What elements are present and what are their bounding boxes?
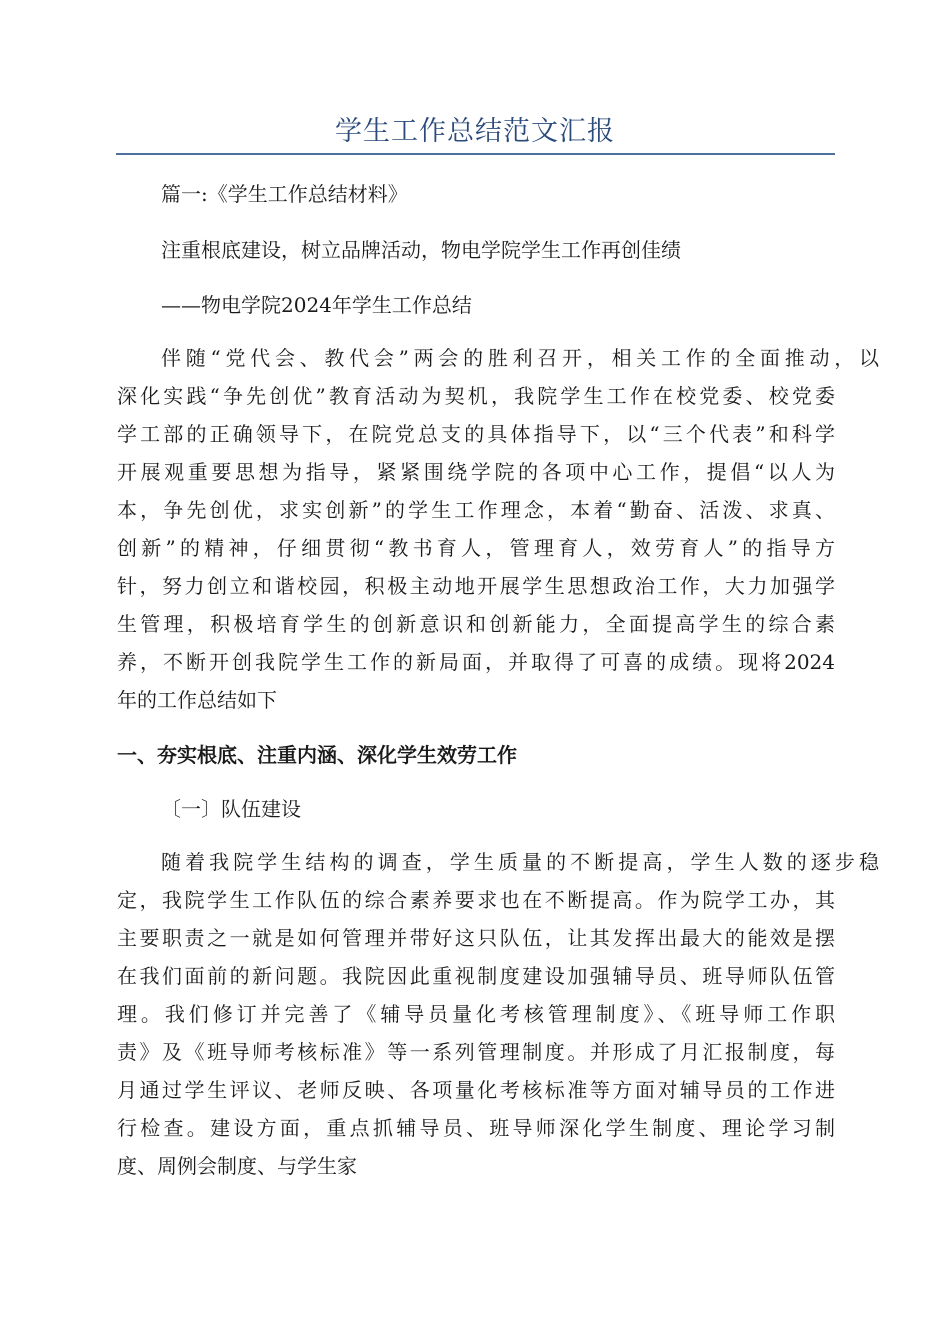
paragraph-line: 生管理，积极培育学生的创新意识和创新能力，全面提高学生的综合素 (117, 612, 835, 636)
paragraph-line: 主要职责之一就是如何管理并带好这只队伍，让其发挥出最大的能效是摆 (117, 926, 835, 950)
paragraph-line: 定，我院学生工作队伍的综合素养要求也在不断提高。作为院学工办，其 (117, 888, 835, 912)
paragraph-line: 随着我院学生结构的调查，学生质量的不断提高，学生人数的逐步稳 (161, 850, 879, 874)
paragraph-line: 理。我们修订并完善了《辅导员量化考核管理制度》、《班导师工作职 (117, 1002, 835, 1026)
paragraph-line: 针，努力创立和谐校园，积极主动地开展学生思想政治工作，大力加强学 (117, 574, 835, 598)
subsection-heading: 〔一〕队伍建设 (161, 797, 301, 821)
headline: 注重根底建设，树立品牌活动，物电学院学生工作再创佳绩 (161, 238, 681, 262)
paragraph-line: 开展观重要思想为指导，紧紧围绕学院的各项中心工作，提倡“以人为 (117, 460, 835, 484)
paragraph-line: 伴随“党代会、教代会”两会的胜利召开，相关工作的全面推动，以 (161, 346, 879, 370)
paragraph-line: 月通过学生评议、老师反映、各项量化考核标准等方面对辅导员的工作进 (117, 1078, 835, 1102)
paragraph-line: 本，争先创优，求实创新”的学生工作理念，本着“勤奋、活泼、求真、 (117, 498, 835, 522)
document-title: 学生工作总结范文汇报 (335, 116, 615, 147)
paragraph-line: 学工部的正确领导下，在院党总支的具体指导下，以“三个代表”和科学 (117, 422, 835, 446)
paragraph-line: 深化实践“争先创优”教育活动为契机，我院学生工作在校党委、校党委 (117, 384, 835, 408)
subheadline: ——物电学院2024年学生工作总结 (161, 293, 472, 317)
paragraph-line: 创新”的精神，仔细贯彻“教书育人，管理育人，效劳育人”的指导方 (117, 536, 835, 560)
paragraph-line: 养，不断开创我院学生工作的新局面，并取得了可喜的成绩。现将2024 (117, 650, 835, 674)
paragraph-line: 在我们面前的新问题。我院因此重视制度建设加强辅导员、班导师队伍管 (117, 964, 835, 988)
paragraph-line: 行检查。建设方面，重点抓辅导员、班导师深化学生制度、理论学习制 (117, 1116, 835, 1140)
section-label: 篇一:《学生工作总结材料》 (161, 182, 408, 206)
title-underline (116, 153, 835, 155)
section-heading: 一、夯实根底、注重内涵、深化学生效劳工作 (117, 743, 517, 767)
paragraph-line: 年的工作总结如下 (117, 688, 277, 712)
paragraph-line: 责》及《班导师考核标准》等一系列管理制度。并形成了月汇报制度，每 (117, 1040, 835, 1064)
paragraph-line: 度、周例会制度、与学生家 (117, 1154, 357, 1178)
